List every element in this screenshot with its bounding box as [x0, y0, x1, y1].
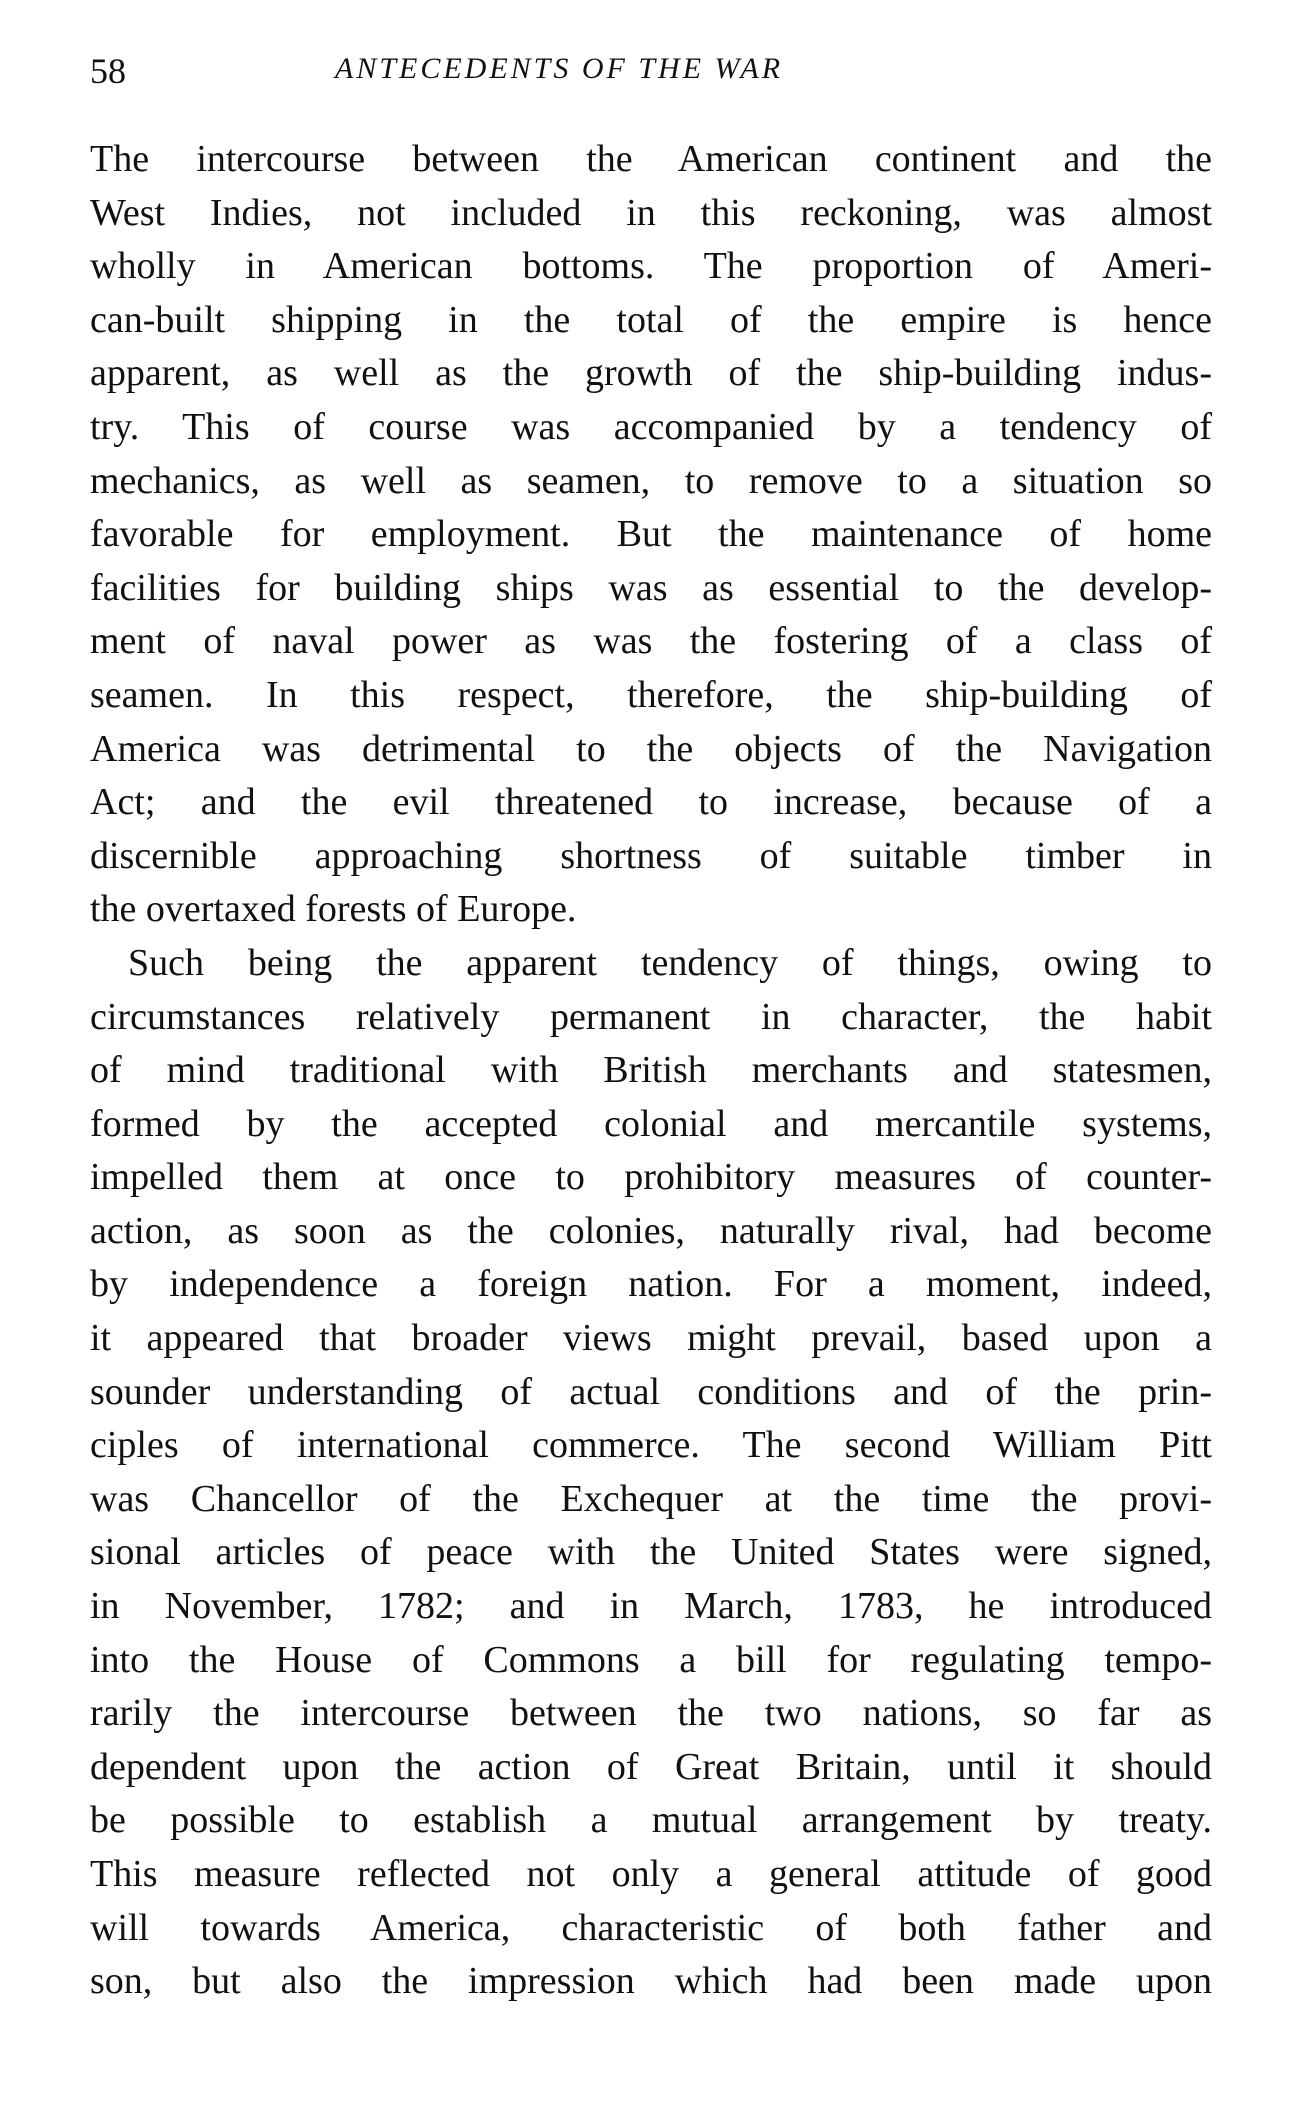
- text-line: impelled them at once to prohibitory measures of counter-: [90, 1156, 1212, 1199]
- text-line: by independence a foreign nation. For a moment, indeed,: [90, 1263, 1212, 1306]
- text-line: was Chancellor of the Exchequer at the time the provi-: [90, 1477, 1212, 1520]
- text-line: This measure reflected not only a general attitude of good: [90, 1853, 1212, 1895]
- text-line: America was detrimental to the objects of the Navigation: [90, 727, 1212, 770]
- text-line: ciples of international commerce. The second William Pitt: [90, 1424, 1212, 1467]
- text-line: circumstances relatively permanent in character, the habit: [90, 995, 1212, 1038]
- text-line: action, as soon as the colonies, naturally rival, had become: [90, 1209, 1212, 1252]
- text-line: Act; and the evil threatened to increase, because of a: [90, 781, 1212, 824]
- page-number: 58: [90, 51, 126, 91]
- text-line: ment of naval power as was the fostering of a class of: [90, 620, 1212, 663]
- text-line: son, but also the impression which had been made upon: [90, 1960, 1212, 2003]
- text-line: be possible to establish a mutual arrangement by treaty.: [90, 1799, 1212, 1842]
- text-line: mechanics, as well as seamen, to remove to a situation so: [90, 459, 1212, 502]
- text-line: wholly in American bottoms. The proportion of Ameri-: [90, 245, 1212, 288]
- text-line: favorable for employment. But the maintenance of home: [90, 513, 1212, 556]
- text-line: apparent, as well as the growth of the ship-building indus-: [90, 352, 1212, 395]
- text-line: discernible approaching shortness of suitable timber in: [90, 834, 1212, 877]
- text-line: formed by the accepted colonial and mercantile systems,: [90, 1102, 1212, 1145]
- text-line: Such being the apparent tendency of things, owing to: [128, 941, 1212, 984]
- text-line: in November, 1782; and in March, 1783, he introduced: [90, 1585, 1212, 1628]
- text-line: rarily the intercourse between the two nations, so far as: [90, 1692, 1212, 1735]
- text-line: facilities for building ships was as essential to the develop-: [90, 566, 1212, 609]
- text-line: it appeared that broader views might prevail, based upon a: [90, 1317, 1212, 1360]
- page-header: [90, 50, 1210, 94]
- text-line: the overtaxed forests of Europe.: [90, 888, 577, 931]
- text-line: The intercourse between the American continent and the: [90, 138, 1212, 180]
- text-line: dependent upon the action of Great Britain, until it should: [90, 1745, 1212, 1788]
- text-line: try. This of course was accompanied by a tendency of: [90, 405, 1212, 448]
- running-title: ANTECEDENTS OF THE WAR: [335, 52, 784, 85]
- text-line: of mind traditional with British merchants and statesmen,: [90, 1049, 1212, 1092]
- body-text: [90, 133, 1212, 2009]
- text-line: sounder understanding of actual conditions and of the prin-: [90, 1370, 1212, 1413]
- text-line: will towards America, characteristic of both father and: [90, 1906, 1212, 1949]
- text-line: sional articles of peace with the United States were signed,: [90, 1531, 1212, 1574]
- text-line: West Indies, not included in this reckoning, was almost: [90, 191, 1212, 234]
- text-line: into the House of Commons a bill for regulating tempo-: [90, 1638, 1212, 1681]
- text-line: can-built shipping in the total of the empire is hence: [90, 298, 1212, 341]
- text-line: seamen. In this respect, therefore, the ship-building of: [90, 673, 1212, 716]
